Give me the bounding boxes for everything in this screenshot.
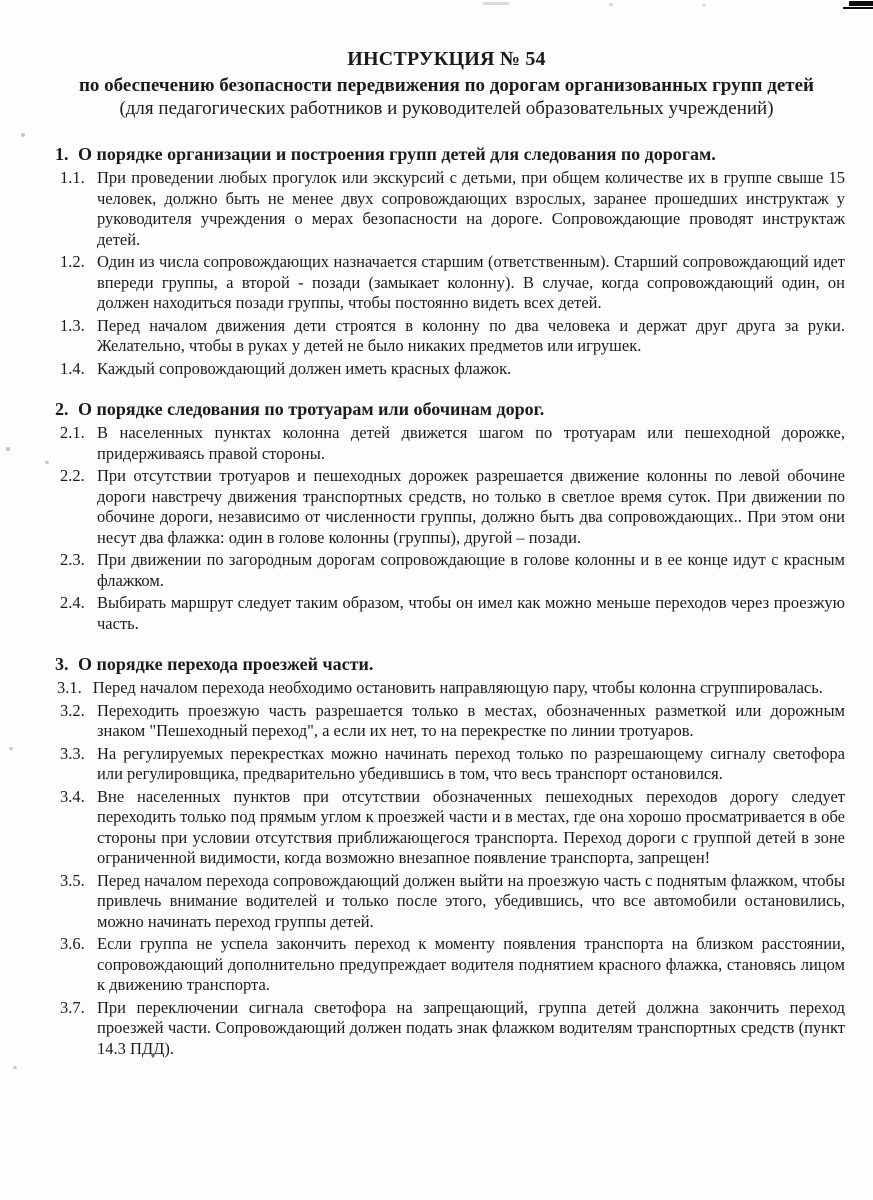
section-title: О порядке следования по тротуарам или обочинам дорог.: [78, 399, 545, 419]
scan-speck: [21, 133, 25, 137]
item-text: Каждый сопровождающий должен иметь красных флажок.: [97, 358, 512, 378]
item-3-1: [48, 678, 845, 699]
item-1-4: [48, 359, 845, 380]
item-3-2: [48, 701, 845, 742]
item-3-3: [48, 744, 845, 785]
document-header: [48, 48, 845, 120]
section-2-heading: [48, 398, 845, 420]
item-text: В населенных пунктах колонна детей движется шагом по тротуарам или пешеходной дорожке, придерживаясь правой стороны.: [97, 423, 845, 463]
item-text: Выбирать маршрут следует таким образом, чтобы он имел как можно меньше переходов через проезжую часть.: [97, 593, 845, 633]
section-3-heading: [48, 653, 845, 675]
item-number: 1.3.: [60, 315, 85, 335]
item-2-4: [48, 593, 845, 634]
section-number: 1.: [55, 144, 69, 164]
item-3-6: [48, 934, 845, 996]
scan-line-top-right: [843, 7, 873, 9]
section-1-heading: [48, 143, 845, 165]
item-text: При проведении любых прогулок или экскурсий с детьми, при общем количестве их в группе свыше 15 человек, должно быть не менее двух сопровождающих взрослых, заранее прошедших инструктаж у руководителя учреждения о мерах безопасности на дороге. Сопровождающие проводят инструктаж детей.: [97, 168, 845, 249]
scan-mark-top-right: [849, 1, 873, 6]
document-title: ИНСТРУКЦИЯ № 54: [347, 48, 546, 70]
item-number: 2.3.: [60, 550, 85, 569]
section-3: [48, 653, 845, 1059]
item-2-2: [48, 466, 845, 548]
item-text: Если группа не успела закончить переход к моменту появления транспорта на близком расстоянии, сопровождающий дополнительно предупреждает водителя поднятием красного флажка, становясь лицом к движению транспорта.: [97, 934, 845, 994]
item-text: Переходить проезжую часть разрешается только в местах, обозначенных разметкой или дорожным знаком "Пешеходный переход", а если их нет, то на перекрестке по линии тротуаров.: [97, 700, 845, 740]
item-number: 2.2.: [60, 466, 85, 485]
item-number: 2.4.: [60, 593, 85, 612]
item-text: Один из числа сопровождающих назначается старшим (ответственным). Старший сопровождающий идет впереди группы, а второй - позади (замыкает колонну). В случае, когда сопровождающий один, он должен находиться позади группы, чтобы постоянно видеть всех детей.: [97, 252, 845, 312]
item-number: 3.6.: [60, 934, 85, 953]
item-text: Перед началом перехода сопровождающий должен выйти на проезжую часть с поднятым флажком, чтобы привлечь внимание водителей и только после этого, убедившись, что все автомобили остановились, можно начинать переход группы детей.: [97, 870, 845, 931]
item-3-4: [48, 787, 845, 869]
item-number: 3.3.: [60, 743, 85, 763]
item-number: 1.1.: [60, 168, 85, 187]
scan-speck: [609, 3, 613, 6]
section-number: 3.: [55, 654, 69, 674]
scan-speck: [483, 2, 509, 5]
item-number: 3.4.: [60, 786, 85, 806]
item-number: 3.5.: [60, 870, 85, 890]
item-1-2: [48, 252, 845, 314]
section-1: [48, 143, 845, 379]
item-number: 1.2.: [60, 252, 85, 271]
item-number: 3.7.: [60, 997, 85, 1017]
scan-speck: [702, 4, 706, 7]
item-3-5: [48, 871, 845, 933]
document-subtitle: по обеспечению безопасности передвижения по дорогам организованных групп детей: [78, 75, 815, 96]
item-1-1: [48, 168, 845, 250]
scan-speck: [9, 747, 13, 750]
section-2: [48, 398, 845, 634]
item-text: При движении по загородным дорогам сопровождающие в голове колонны и в ее конце идут с красным флажком.: [97, 550, 845, 590]
item-text: При переключении сигнала светофора на запрещающий, группа детей должна закончить переход проезжей части. Сопровождающий должен подать знак флажком водителям транспортных средств (пункт 14.3 ПДД).: [97, 997, 845, 1058]
item-1-3: [48, 316, 845, 357]
item-text: Перед началом движения дети строятся в колонну по два человека и держат друг друга за руки. Желательно, чтобы в руках у детей не было никаких предметов или игрушек.: [97, 315, 845, 355]
item-2-1: [48, 423, 845, 464]
section-title: О порядке перехода проезжей части.: [78, 654, 374, 674]
section-number: 2.: [55, 399, 69, 419]
item-number: 2.1.: [60, 423, 85, 442]
item-3-7: [48, 998, 845, 1060]
document-audience: (для педагогических работников и руководителей образовательных учреждений): [119, 98, 774, 119]
item-2-3: [48, 550, 845, 591]
section-title: О порядке организации и построения групп детей для следования по дорогам.: [78, 144, 716, 164]
scan-speck: [13, 1066, 17, 1069]
item-text: На регулируемых перекрестках можно начинать переход только по разрешающему сигналу светофора или регулировщика, предварительно убедившись в том, что весь транспорт остановился.: [97, 743, 845, 783]
item-number: 3.1.: [57, 678, 82, 697]
item-number: 1.4.: [60, 358, 85, 378]
item-text: Перед началом перехода необходимо остановить направляющую пару, чтобы колонна сгруппировалась.: [92, 678, 823, 697]
item-text: Вне населенных пунктов при отсутствии обозначенных пешеходных переходов дорогу следует переходить только под прямым углом к проезжей части и в местах, где она хорошо просматривается в обе стороны при условии отсутствия приближающегося транспорта. Переход дороги с группой детей в зоне ограниченной видимости, когда возможно внезапное появление транспорта, запрещен!: [97, 786, 845, 867]
scan-speck: [6, 447, 10, 451]
item-text: При отсутствии тротуаров и пешеходных дорожек разрешается движение колонны по левой обочине дороги навстречу движения транспортных средств, но только в светлое время суток. При движении по обочине дороги, независимо от численности группы, должно быть два сопровождающих.. При этом они несут два флажка: один в голове колонны (группы), другой – позади.: [97, 466, 845, 547]
item-number: 3.2.: [60, 700, 85, 720]
